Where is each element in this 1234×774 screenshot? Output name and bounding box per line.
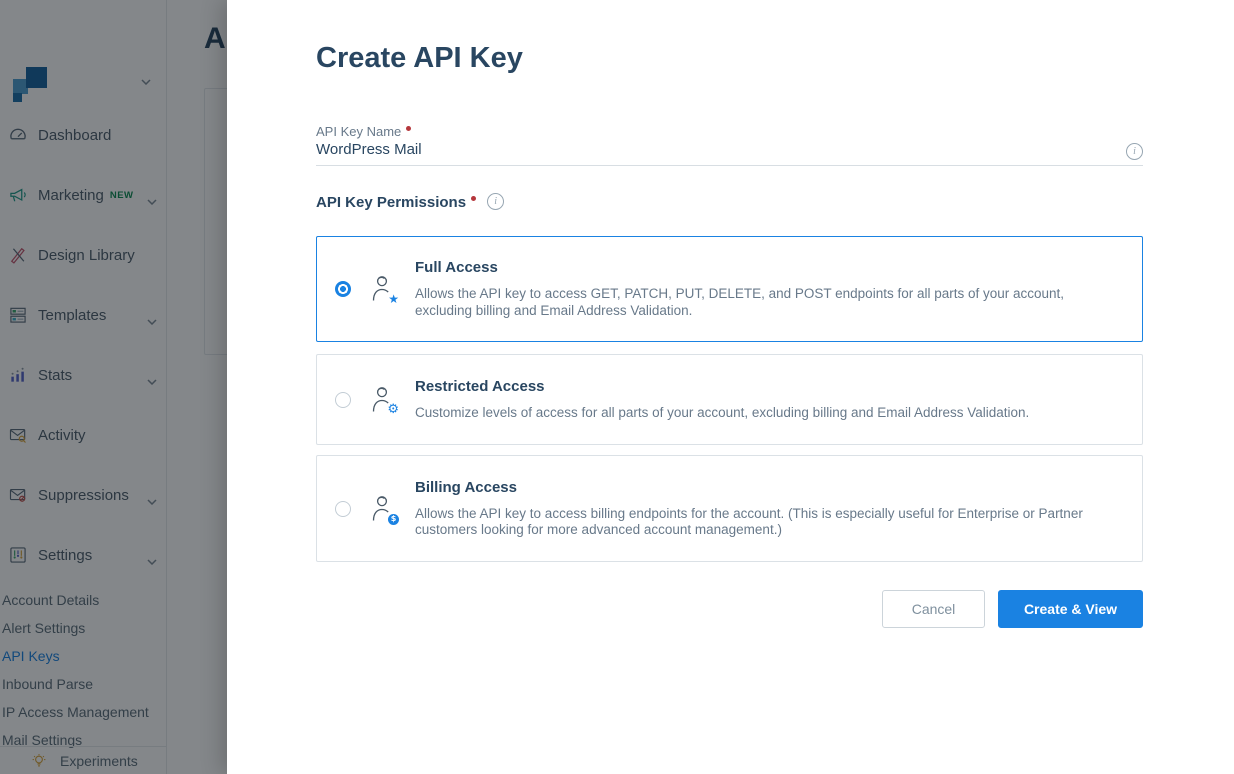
info-icon[interactable]: i xyxy=(487,193,504,210)
option-title: Billing Access xyxy=(415,478,517,496)
modal-title: Create API Key xyxy=(316,42,523,74)
create-and-view-button[interactable]: Create & View xyxy=(998,590,1143,628)
required-dot-icon xyxy=(471,196,476,201)
modal-actions xyxy=(316,590,1143,628)
required-dot-icon xyxy=(406,126,411,131)
create-api-key-modal xyxy=(227,0,1234,774)
option-description: Allows the API key to access GET, PATCH, PUT, DELETE, and POST endpoints for all parts of your account, excluding billing and Email Address Validation. xyxy=(415,286,1065,318)
api-key-name-label: API Key Name xyxy=(316,124,411,139)
star-badge-icon: ★ xyxy=(388,292,399,306)
option-card-full-access[interactable] xyxy=(316,236,1143,342)
option-description: Customize levels of access for all parts of your account, excluding billing and Email Address Validation. xyxy=(415,404,1030,420)
radio-restricted-access[interactable] xyxy=(335,392,351,408)
permissions-header xyxy=(316,194,504,211)
option-title: Full Access xyxy=(415,259,498,276)
modal-overlay[interactable] xyxy=(0,0,227,774)
option-description: Allows the API key to access billing endpoints for the account. (This is especially useful for Enterprise or Partner customers looking for more advanced account management.) xyxy=(415,505,1083,537)
radio-full-access[interactable] xyxy=(335,281,351,297)
person-dollar-icon xyxy=(369,494,397,524)
input-underline xyxy=(316,165,1143,166)
api-key-name-input[interactable] xyxy=(316,141,1096,158)
option-card-restricted-access[interactable] xyxy=(316,354,1143,445)
option-card-billing-access[interactable] xyxy=(316,455,1143,562)
person-star-icon xyxy=(369,274,397,304)
radio-billing-access[interactable] xyxy=(335,501,351,517)
info-icon[interactable]: i xyxy=(1126,143,1143,160)
gear-badge-icon: ⚙ xyxy=(387,401,399,417)
option-title: Restricted Access xyxy=(415,377,545,395)
dollar-badge-icon: $ xyxy=(388,514,399,525)
cancel-button[interactable]: Cancel xyxy=(882,590,985,628)
permissions-label: API Key Permissions xyxy=(316,194,467,211)
person-gear-icon xyxy=(369,385,397,415)
